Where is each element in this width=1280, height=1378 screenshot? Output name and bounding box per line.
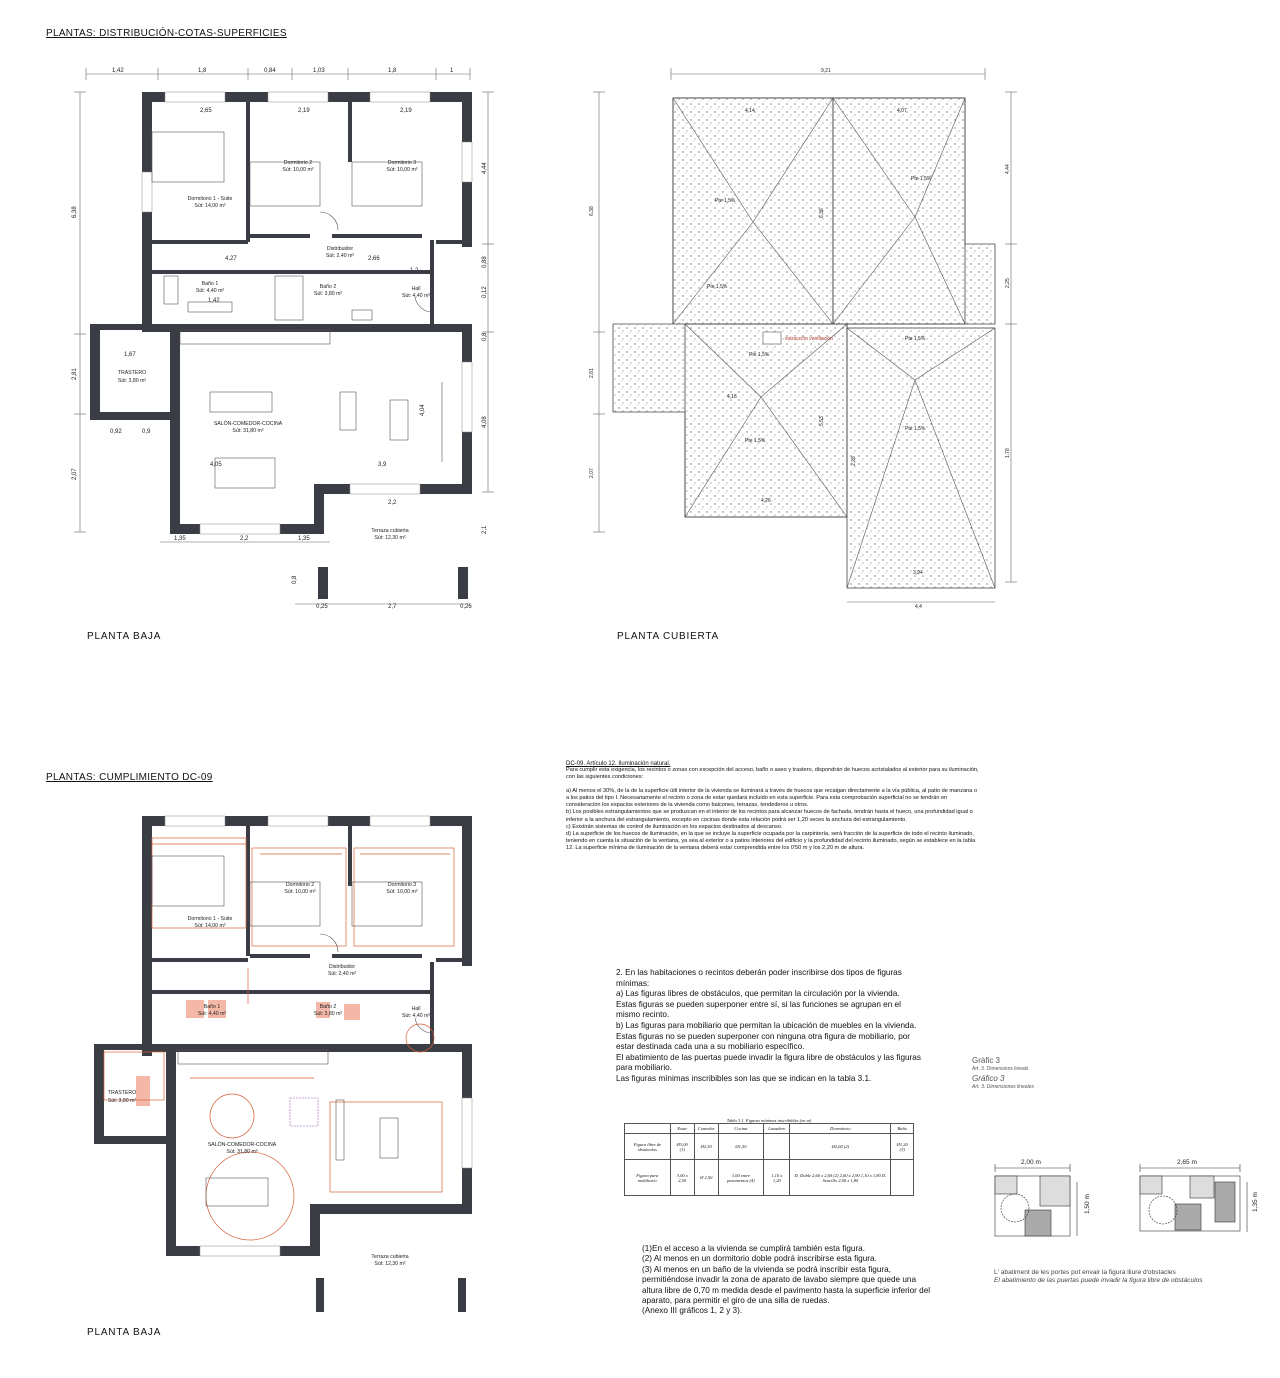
room-salon-area: Sút: 31,80 m²	[232, 428, 264, 434]
room-dorm1-name: Dormitorio 1 - Suite	[187, 196, 233, 202]
grafic-w2: 2,65 m	[1177, 1159, 1197, 1166]
dim-top-1: 1,8	[198, 68, 207, 74]
grafic-t1: Gràfic 3	[972, 1056, 1001, 1065]
dim-misc-5: 0,9	[142, 429, 151, 435]
dc-room-salon-area: Sút: 31,80 m²	[226, 1149, 258, 1155]
dim-misc-2: 1,42	[208, 298, 220, 304]
room-trastero-area: Sút: 3,80 m²	[117, 378, 147, 384]
room-distrib-area: Sút: 2,40 m²	[325, 253, 355, 259]
dim-left-1: 2,81	[72, 368, 78, 380]
tabla-cell-1-2: Ø 2,50	[694, 1160, 718, 1196]
dim-right-0: 4,44	[482, 162, 488, 174]
grafic-3-diagram	[985, 1152, 1265, 1262]
floor-plan-dc09	[90, 808, 490, 1328]
tabla-header-6: Baño	[891, 1124, 914, 1134]
tabla-header-0	[625, 1124, 671, 1134]
dim-porch-3: 0,8	[292, 575, 298, 584]
dc09-para-b: b) Los posibles estrangulamientos que se produzcan en el interior de los recintos para alcanzar huecos de fachada, tendrán hasta el hueco, una profundidad igual o inferior a la anchura del estrangulamiento, excepto en cocinas donde esta relación podrá ser 1,20 veces la anchura del estrangulamiento.	[566, 809, 973, 823]
roof-slope-6: Pte 1,5%	[905, 426, 926, 432]
roof-left-0: 6,38	[589, 206, 595, 216]
tabla-header-5: Dormitorio	[790, 1124, 891, 1134]
room-dorm2-area: Sút: 10,00 m²	[282, 167, 314, 173]
nota-1: (2) Al menos en un dormitorio doble podrá inscribirse esta figura.	[642, 1254, 877, 1264]
dim-porch-4: 2,1	[482, 525, 488, 534]
roof-top-1: 4,07	[897, 108, 907, 114]
grafic-s2: Art. 3. Dimensiones lineales	[972, 1084, 1034, 1090]
dim-top-4: 1,8	[388, 68, 397, 74]
dc-room-hall-name: Hall	[411, 1006, 421, 1012]
dim-right-3: 0,8	[482, 332, 488, 341]
room-bano1-name: Baño 1	[201, 281, 219, 287]
tabla-cell-1-6	[891, 1160, 914, 1196]
tabla-cell-0-3: Ø1,50	[718, 1134, 764, 1160]
normativa-0: 2. En las habitaciones o recintos deberán poder inscribirse dos tipos de figuras mínimas:	[616, 968, 902, 988]
nota-2: (3) Al menos en un baño de la vivienda se podrá inscribir esta figura, permitiéndose invadir la zona de aparato de lavabo siempre que quede una altura libre de 0,70 m medida desde el pavimento hasta la superficie inferior del aparato, para permitir el giro de una silla de ruedas.	[642, 1264, 931, 1306]
roof-total: 9,21	[821, 68, 831, 74]
dc-room-trastero-area: Sút: 3,80 m²	[107, 1098, 137, 1104]
grafic-s1: Art. 3. Dimensions lineals	[972, 1066, 1029, 1072]
floor-plan-ground	[70, 62, 510, 622]
room-salon-name: SALÓN-COMEDOR-COCINA	[213, 421, 283, 427]
dc09-para-a: a) Al menos el 30%, de la de la superficie útil interior de la vivienda se iluminará a través de huecos que recaigan directamente a la vía pública, al patio de manzana o a los patios del tipo I. Necesariamente el recinto o zona de estar quedará incluido en esta superficie. Para esta comprobación superficial no se tendrán en consideración los espacios exteriores de la vivienda como balcones, terrazas, tendederos u otros.	[566, 788, 978, 809]
dc09-para-c: c) Existirán sistemas de control de iluminación en los espacios destinados al descanso.	[566, 823, 783, 830]
roof-inner-1: 5,53	[819, 416, 825, 426]
roof-left-1: 2,81	[589, 368, 595, 378]
room-dorm1-area: Sút: 14,00 m²	[194, 203, 226, 209]
tabla-cell-1-3: 1,60 entre paramentos (4)	[718, 1160, 764, 1196]
roof-inner-4: 3,94	[913, 570, 923, 576]
dim-misc-6: 4,05	[210, 462, 222, 468]
tabla-cell-0-6: Ø1,20 (3)	[891, 1134, 914, 1160]
roof-plan	[585, 62, 1035, 622]
room-terraza-area: Sút: 12,30 m²	[374, 535, 406, 541]
tabla-cell-0-5: Ø2,60 (2)	[790, 1134, 891, 1160]
dim-right-1: 0,88	[482, 256, 488, 268]
dim-porch-2: 0,26	[460, 604, 472, 610]
tabla-cell-1-5: D. Doble 2,60 x 2,60 (2) 2,60 x 2,90 1,10 x 1,80 D. Sencillo 2,00 x 1,80	[790, 1160, 891, 1196]
section-title-distribucion: PLANTAS: DISTRIBUCIÓN-COTAS-SUPERFICIES	[46, 28, 287, 39]
roof-right-0: 4,44	[1005, 164, 1011, 174]
dc-room-bano2-name: Baño 2	[319, 1004, 337, 1010]
dim-inner-top-1: 2,19	[298, 108, 310, 114]
dc-room-dorm1-area: Sút: 14,00 m²	[194, 923, 226, 929]
dim-top-5: 1	[450, 68, 454, 74]
grafic-captions	[994, 1269, 1203, 1285]
normativa-block	[616, 968, 926, 1085]
room-bano2-area: Sút: 3,80 m²	[313, 291, 343, 297]
dim-right-2: 0,12	[482, 286, 488, 298]
roof-slope-4: Pte 1,5%	[911, 176, 932, 182]
tabla-header-4: Lavadero	[764, 1124, 790, 1134]
roof-inner-3: 4,26	[761, 498, 771, 504]
roof-slope-2: Pte 1,5%	[707, 284, 728, 290]
dim-left-2: 2,07	[72, 468, 78, 480]
dim-misc-0: 4,27	[225, 256, 237, 262]
tabla-cell-1-0: Figura para mobiliario	[625, 1160, 671, 1196]
roof-inner-2: 2,28	[851, 456, 857, 466]
dim-bottom-0: 1,35	[174, 536, 186, 542]
label-planta-cubierta: PLANTA CUBIERTA	[617, 631, 720, 642]
dim-inner-top-0: 2,65	[200, 108, 212, 114]
dim-misc-7: 3,9	[378, 462, 387, 468]
dc09-intro: Para cumplir esta exigencia, los recintos o zonas con excepción del acceso, baño o aseo y trastero, dispondrán de huecos acristalados al exterior para su iluminación, con las siguientes condiciones:	[566, 767, 979, 781]
dc-room-distrib-area: Sút: 2,40 m²	[327, 971, 357, 977]
dim-right-4: 4,08	[482, 416, 488, 428]
dc-room-hall-area: Sút: 4,40 m²	[401, 1013, 431, 1019]
normativa-5: Las figuras mínimas inscribibles son las que se indican en la tabla 3.1.	[616, 1073, 872, 1083]
grafic-cap1: L' abatiment de les portes pot envair la figura lliure d'obstacles	[994, 1269, 1176, 1276]
roof-slope-1: Pte 1,5%	[715, 198, 736, 204]
notas-block	[642, 1244, 934, 1317]
tabla-header-1: Estar	[670, 1124, 694, 1134]
tabla-caption: Tabla 3.1. Figuras mínimas inscribibles (en m)	[726, 1118, 812, 1123]
roof-slope-3: Pte 1,5%	[749, 352, 770, 358]
room-hall-name: Hall	[411, 286, 421, 292]
normativa-3: b) Las figuras para mobiliario que permitan la ubicación de muebles en la vivienda. Estas figuras no se pueden superponer con ninguna otra figura de mobiliario, por estar destinada cada una a su mobiliario específico.	[616, 1020, 917, 1052]
dc-room-dorm3-name: Dormitorio 3	[387, 882, 417, 888]
normativa-1: a) Las figuras libres de obstáculos, que permitan la circulación por la vivienda.	[616, 989, 900, 999]
tabla-cell-1-1: 3,00 x 2,50	[670, 1160, 694, 1196]
tabla-header-2: Comedor	[694, 1124, 718, 1134]
section-title-cumplimiento: PLANTAS: CUMPLIMIENTO DC-09	[46, 772, 213, 783]
dc-room-trastero-name: TRASTERO	[107, 1090, 137, 1096]
dc-room-terraza-area: Sút: 12,30 m²	[374, 1261, 406, 1267]
dim-bottom-4: 2,2	[388, 500, 397, 506]
room-distrib-name: Distribuidor	[326, 246, 354, 252]
dc-room-salon-name: SALÓN-COMEDOR-COCINA	[207, 1142, 277, 1148]
room-dorm3-area: Sút: 10,00 m²	[386, 167, 418, 173]
nota-3: (Anexo III gráficos 1, 2 y 3).	[642, 1306, 743, 1316]
dc-room-terraza-name: Terraza cubierta	[371, 1254, 409, 1260]
room-hall-area: Sút: 4,40 m²	[401, 293, 431, 299]
room-dorm3-name: Dormitorio 3	[387, 160, 417, 166]
roof-left-2: 2,07	[589, 468, 595, 478]
grafic-t2: Gráfico 3	[972, 1074, 1005, 1083]
normativa-4: El abatimiento de las puertas puede invadir la figura libre de obstáculos y las figuras para mobiliario.	[616, 1052, 921, 1073]
dim-bottom-1: 2,2	[240, 536, 249, 542]
dc-room-distrib-name: Distribuidor	[328, 964, 356, 970]
tabla-header-3: Cocina	[718, 1124, 764, 1134]
dim-top-0: 1,42	[112, 68, 124, 74]
grafic-title	[972, 1056, 1034, 1092]
dim-porch-0: 0,25	[316, 604, 328, 610]
dim-misc-3: 1,67	[124, 352, 136, 358]
grafic-h2: 1,35 m	[1252, 1192, 1259, 1212]
room-dorm2-name: Dormitorio 2	[283, 160, 313, 166]
room-terraza-name: Terraza cubierta	[371, 528, 409, 534]
room-bano1-area: Sút: 4,40 m²	[195, 288, 225, 294]
tabla-cell-0-0: Figura libre de obstáculos	[625, 1134, 671, 1160]
dc09-text-block	[566, 761, 981, 852]
dc-room-dorm2-area: Sút: 10,00 m²	[284, 889, 316, 895]
roof-top-0: 4,14	[745, 108, 755, 114]
grafic-w1: 2,00 m	[1021, 1159, 1041, 1166]
dc-room-dorm1-name: Dormitorio 1 - Suite	[187, 916, 233, 922]
roof-slope-5: Pte 1,5%	[905, 336, 926, 342]
dc-room-bano1-area: Sút: 4,40 m²	[197, 1011, 227, 1017]
dim-misc-10: 4,04	[420, 404, 426, 416]
dim-top-2: 0,84	[264, 68, 276, 74]
dim-bottom-2: 1,35	[298, 536, 310, 542]
dc-room-bano1-name: Baño 1	[203, 1004, 221, 1010]
normativa-2: Estas figuras se pueden superponer entre sí, si las funciones se agrupan en el mismo recinto.	[616, 999, 901, 1020]
dc-room-dorm2-name: Dormitorio 2	[285, 882, 315, 888]
roof-inner-5: 4,16	[727, 394, 737, 400]
dc-room-dorm3-area: Sút: 10,00 m²	[386, 889, 418, 895]
dc09-heading: DC-09. Artículo 12. Iluminación natural.	[566, 761, 671, 767]
label-planta-baja-2: PLANTA BAJA	[87, 1327, 162, 1338]
room-trastero-name: TRASTERO	[117, 370, 147, 376]
tabla-cell-0-1: Ø3,00 (1)	[670, 1134, 694, 1160]
tabla-cell-0-2: Ø2,50	[694, 1134, 718, 1160]
dim-misc-1: 2,66	[368, 256, 380, 262]
dc09-para-d: d) La superficie de los huecos de iluminación, en la que se incluye la superficie ocupada por la carpintería, será fracción de la superficie de todo el recinto iluminado, teniendo en cuenta la situación de la ventana, ya sea al exterior o a patios interiores del edificio y la profundidad del recinto iluminado, según se establece en la tabla 12. La superficie mínima de iluminación de la ventana deberá estar comprendida entre los 0'50 m y los 2,20 m de altura.	[566, 830, 976, 851]
dim-inner-top-2: 2,19	[400, 108, 412, 114]
label-planta-baja-1: PLANTA BAJA	[87, 631, 162, 642]
grafic-cap2: El abatimiento de las puertas puede invadir la figura libre de obstáculos	[994, 1277, 1203, 1284]
tabla-3-1	[624, 1118, 914, 1196]
grafic-h1: 1,50 m	[1084, 1194, 1091, 1214]
tabla-cell-1-4: 1,10 x 1,20	[764, 1160, 790, 1196]
roof-slope-7: Pte 1,5%	[745, 438, 766, 444]
roof-chimney: extracción ventilación	[785, 336, 833, 342]
tabla-cell-0-4	[764, 1134, 790, 1160]
nota-0: (1)En el acceso a la vivienda se cumplirá también esta figura.	[642, 1244, 865, 1253]
roof-right-1: 2,25	[1005, 278, 1011, 288]
roof-right-2: 1,78	[1005, 448, 1011, 458]
dim-misc-4: 0,92	[110, 429, 122, 435]
dim-porch-1: 2,7	[388, 604, 397, 610]
dim-left-0: 6,38	[72, 206, 78, 218]
roof-bottom-0: 4,4	[915, 604, 922, 610]
dim-top-3: 1,03	[313, 68, 325, 74]
room-bano2-name: Baño 2	[319, 284, 337, 290]
dc-room-bano2-area: Sút: 3,80 m²	[313, 1011, 343, 1017]
roof-inner-0: 6,36	[819, 208, 825, 218]
